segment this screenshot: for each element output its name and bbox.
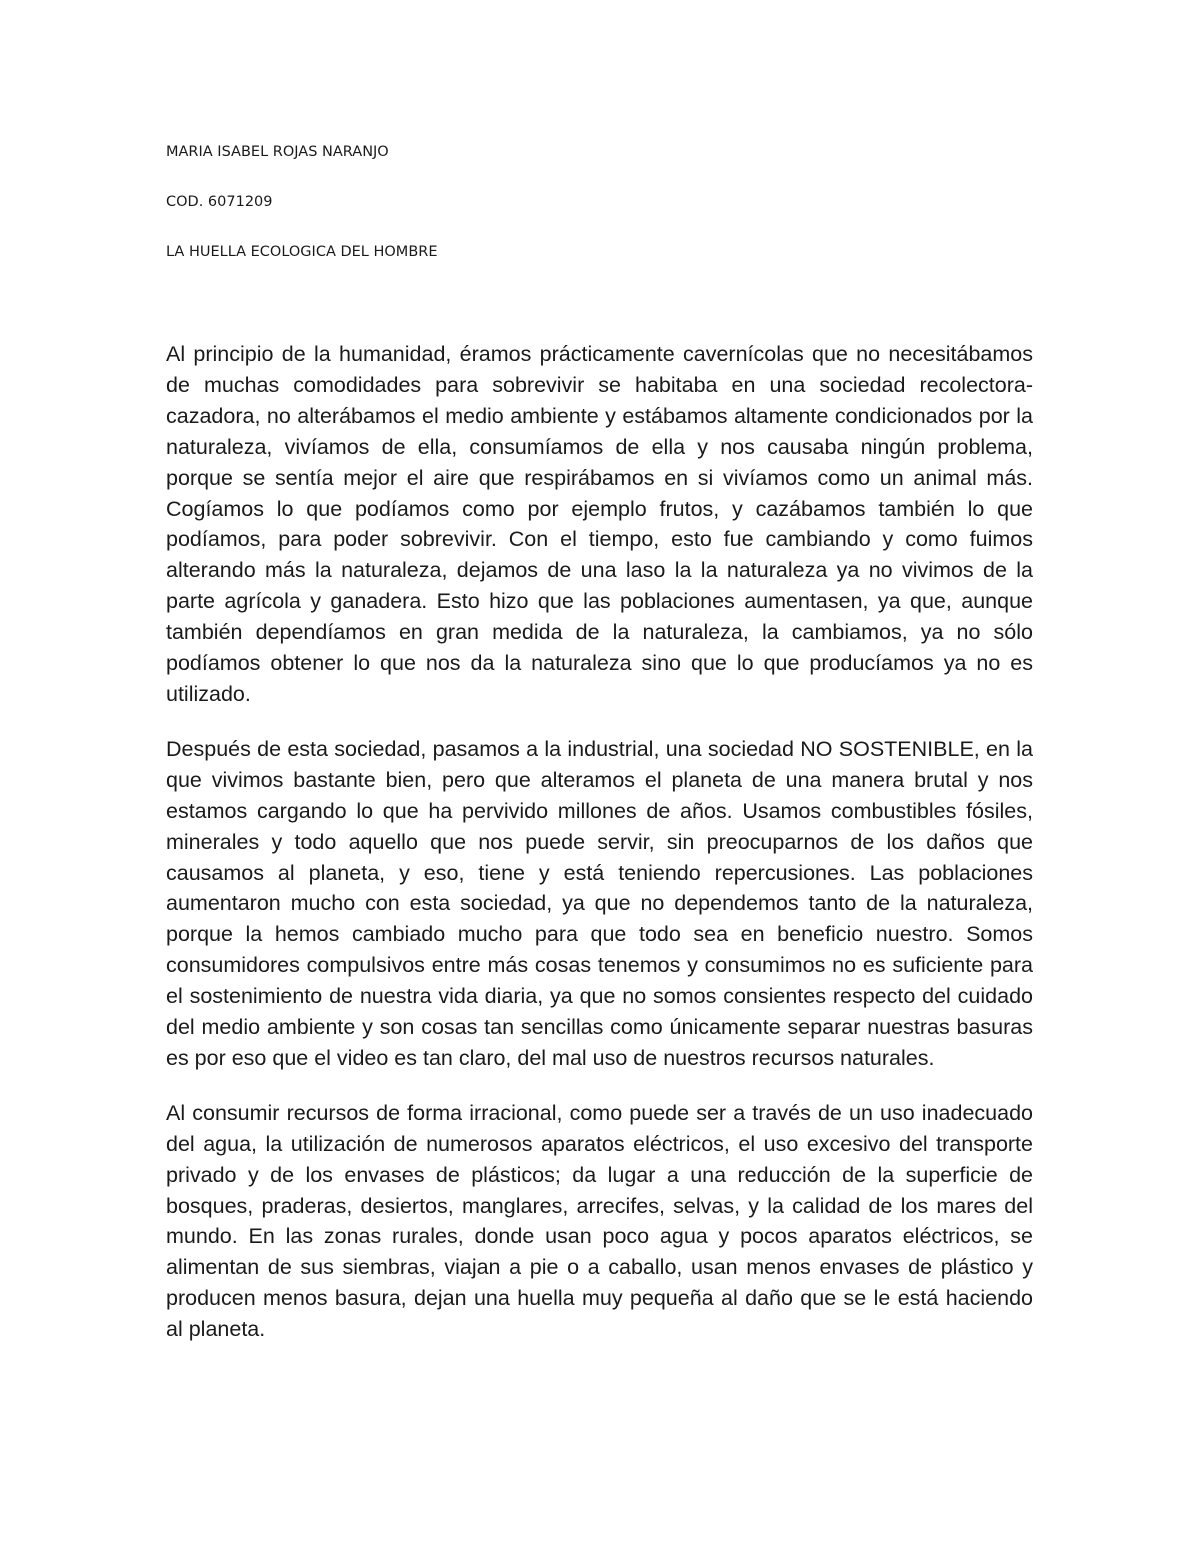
paragraph-3: Al consumir recursos de forma irracional, como puede ser a través de un uso inadecuado del agua, la utilización de numerosos aparatos eléctricos, el uso excesivo del transporte privado y de los envases de plásticos; da lugar a una reducción de la superficie de bosques, praderas, desiertos, manglares, arrecifes, selvas, y la calidad de los mares del mundo. En las zonas rurales, donde usan poco agua y pocos aparatos eléctricos, se alimentan de sus siembras, viajan a pie o a caballo, usan menos envases de plástico y producen menos basura, dejan una huella muy pequeña al daño que se le está haciendo al planeta. [166,1100,1033,1342]
paragraph-2: Después de esta sociedad, pasamos a la industrial, una sociedad NO SOSTENIBLE, en la que vivimos bastante bien, pero que alteramos el planeta de una manera brutal y nos estamos cargando lo que ha pervivido millones de años. Usamos combustibles fósiles, minerales y todo aquello que nos puede servir, sin preocuparnos de los daños que causamos al planeta, y eso, tiene y está teniendo repercusiones. Las poblaciones aumentaron mucho con esta sociedad, ya que no dependemos tanto de la naturaleza, porque la hemos cambiado mucho para que todo sea en beneficio nuestro. Somos consumidores compulsivos entre más cosas tenemos y consumimos no es suficiente para el sostenimiento de nuestra vida diaria, ya que no somos consientes respecto del cuidado del medio ambiente y son cosas tan sencillas como únicamente separar nuestras basuras es por eso que el video es tan claro, del mal uso de nuestros recursos naturales. [166,736,1033,1070]
author-name: MARIA ISABEL ROJAS NARANJO [166,144,389,160]
document-title: LA HUELLA ECOLOGICA DEL HOMBRE [166,244,438,260]
student-code: COD. 6071209 [166,194,273,210]
paragraph-1: Al principio de la humanidad, éramos prácticamente cavernícolas que no necesitábamos de muchas comodidades para sobrevivir se habitaba en una sociedad recolectora-cazadora, no alterábamos el medio ambiente y estábamos altamente condicionados por la naturaleza, vivíamos de ella, consumíamos de ella y nos causaba ningún problema, porque se sentía mejor el aire que respirábamos en si vivíamos como un animal más. Cogíamos lo que podíamos como por ejemplo frutos, y cazábamos también lo que podíamos, para poder sobrevivir. Con el tiempo, esto fue cambiando y como fuimos alterando más la naturaleza, dejamos de una laso la la naturaleza ya no vivimos de la parte agrícola y ganadera. Esto hizo que las poblaciones aumentasen, ya que, aunque también dependíamos en gran medida de la naturaleza, la cambiamos, ya no sólo podíamos obtener lo que nos da la naturaleza sino que lo que producíamos ya no es utilizado. [166,342,1033,706]
document-body [166,339,1033,1369]
